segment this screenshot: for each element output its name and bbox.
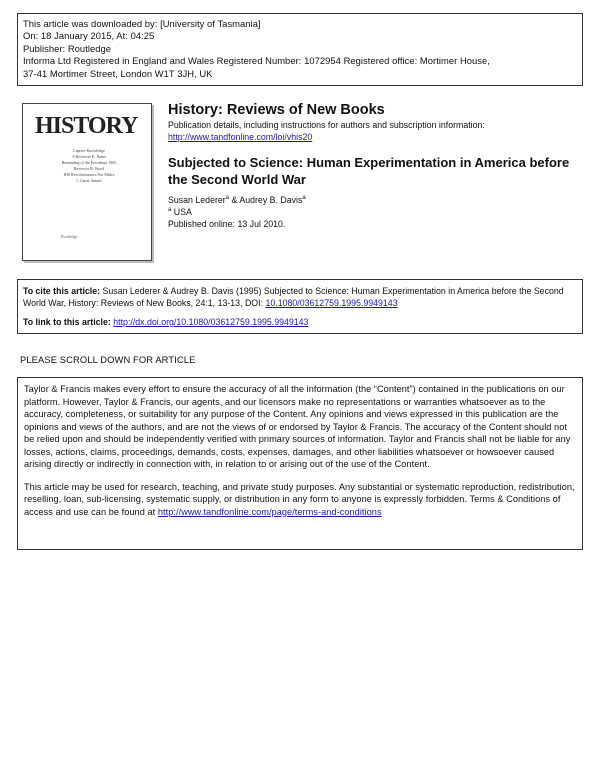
download-info-box — [17, 13, 583, 86]
author-name: Susan Lederer — [168, 195, 226, 205]
scroll-down-notice: PLEASE SCROLL DOWN FOR ARTICLE — [20, 354, 196, 365]
affiliation-mark: a — [168, 207, 172, 214]
terms-paragraph — [24, 481, 576, 519]
citation-box — [17, 279, 583, 334]
published-date: Published online: 13 Jul 2010. — [168, 219, 286, 229]
cover-line: Captive Knowledge — [73, 148, 105, 153]
download-line: Publisher: Routledge — [23, 42, 112, 54]
publisher-logo: Routledge — [61, 234, 78, 239]
journal-title: History: Reviews of New Books — [168, 102, 385, 118]
disclaimer-box — [17, 377, 583, 550]
cover-line: A Reviewer E. Name — [72, 154, 106, 159]
publication-details-text: Publication details, including instructions for authors and subscription information: — [168, 120, 485, 130]
author-separator: & — [229, 195, 240, 205]
author-name: Audrey B. Davis — [239, 195, 303, 205]
affiliation-text: USA — [173, 207, 192, 217]
article-url-link[interactable]: http://dx.doi.org/10.1080/03612759.1995.9949143 — [113, 317, 309, 327]
cover-contents — [47, 148, 131, 184]
cover-line: J. Carter Annals — [76, 178, 102, 183]
article-link-line — [23, 316, 577, 328]
disclaimer-paragraph: Taylor & Francis makes every effort to ensure the accuracy of all the information (the “Content”) contained in the publications on our platform. However, Taylor & Francis, our agents, and our licensors make no representations or warranties whatsoever as to the accuracy, completeness, or suitability for any purpose of the Content. Any opinions and views expressed in this publication are the opinions and views of the authors, and are not the views of or endorsed by Taylor & Francis. The accuracy of the Content should not be relied upon and should be independently verified with primary sources of information. Taylor and Francis shall not be liable for any losses, actions, claims, proceedings, demands, costs, expenses, damages, and other liabilities whatsoever or howsoever caused arising directly or indirectly in connection with, in relation to or arising out of the use of the Content. — [24, 384, 571, 469]
affiliation — [168, 206, 588, 218]
cover-line: Reminding of the Presidents 1965 — [61, 160, 117, 165]
download-line: Informa Ltd Registered in England and Wales Registered Number: 1072954 Registered office: Mortimer House, — [23, 55, 490, 67]
journal-cover-image — [22, 103, 152, 261]
doi-link[interactable]: 10.1080/03612759.1995.9949143 — [265, 298, 398, 308]
terms-text: This article may be used for research, teaching, and private study purposes. Any substantial or systematic reproduction, redistribution, reselling, loan, sub-licensing, systematic supply, or distribution in any form to anyone is expressly forbidden. Terms & Conditions of access and use can be found at — [24, 481, 575, 517]
masthead-text: HISTORY — [35, 113, 138, 138]
download-line: On: 18 January 2015, At: 04:25 — [23, 30, 155, 42]
cite-label: To cite this article: — [23, 286, 101, 296]
article-metadata — [168, 101, 588, 230]
affiliation-mark: a — [225, 195, 230, 202]
download-line: 37-41 Mortimer Street, London W1T 3JH, UK — [23, 67, 213, 79]
authors — [168, 194, 588, 206]
cite-text: Susan Lederer & Audrey B. Davis (1995) Subjected to Science: Human Experimentation in America before the Second World War, History: Reviews of New Books, 24:1, 13-13, DOI: — [23, 286, 564, 308]
history-masthead-logo — [33, 112, 143, 138]
affiliation-mark: a — [302, 195, 306, 202]
download-line: This article was downloaded by: [University of Tasmania] — [23, 18, 261, 29]
terms-conditions-link[interactable]: http://www.tandfonline.com/page/terms-and-conditions — [157, 506, 382, 517]
journal-url-link[interactable]: http://www.tandfonline.com/loi/vhis20 — [168, 131, 313, 142]
cover-line: Reviewer B. Wood — [73, 166, 105, 171]
link-label: To link to this article: — [23, 317, 111, 327]
article-title: Subjected to Science: Human Experimentation in America before the Second World War — [168, 155, 570, 187]
citation — [23, 285, 577, 309]
publication-details — [168, 120, 588, 143]
cover-line: HIS Revolutionaries Not Mules — [63, 172, 115, 177]
